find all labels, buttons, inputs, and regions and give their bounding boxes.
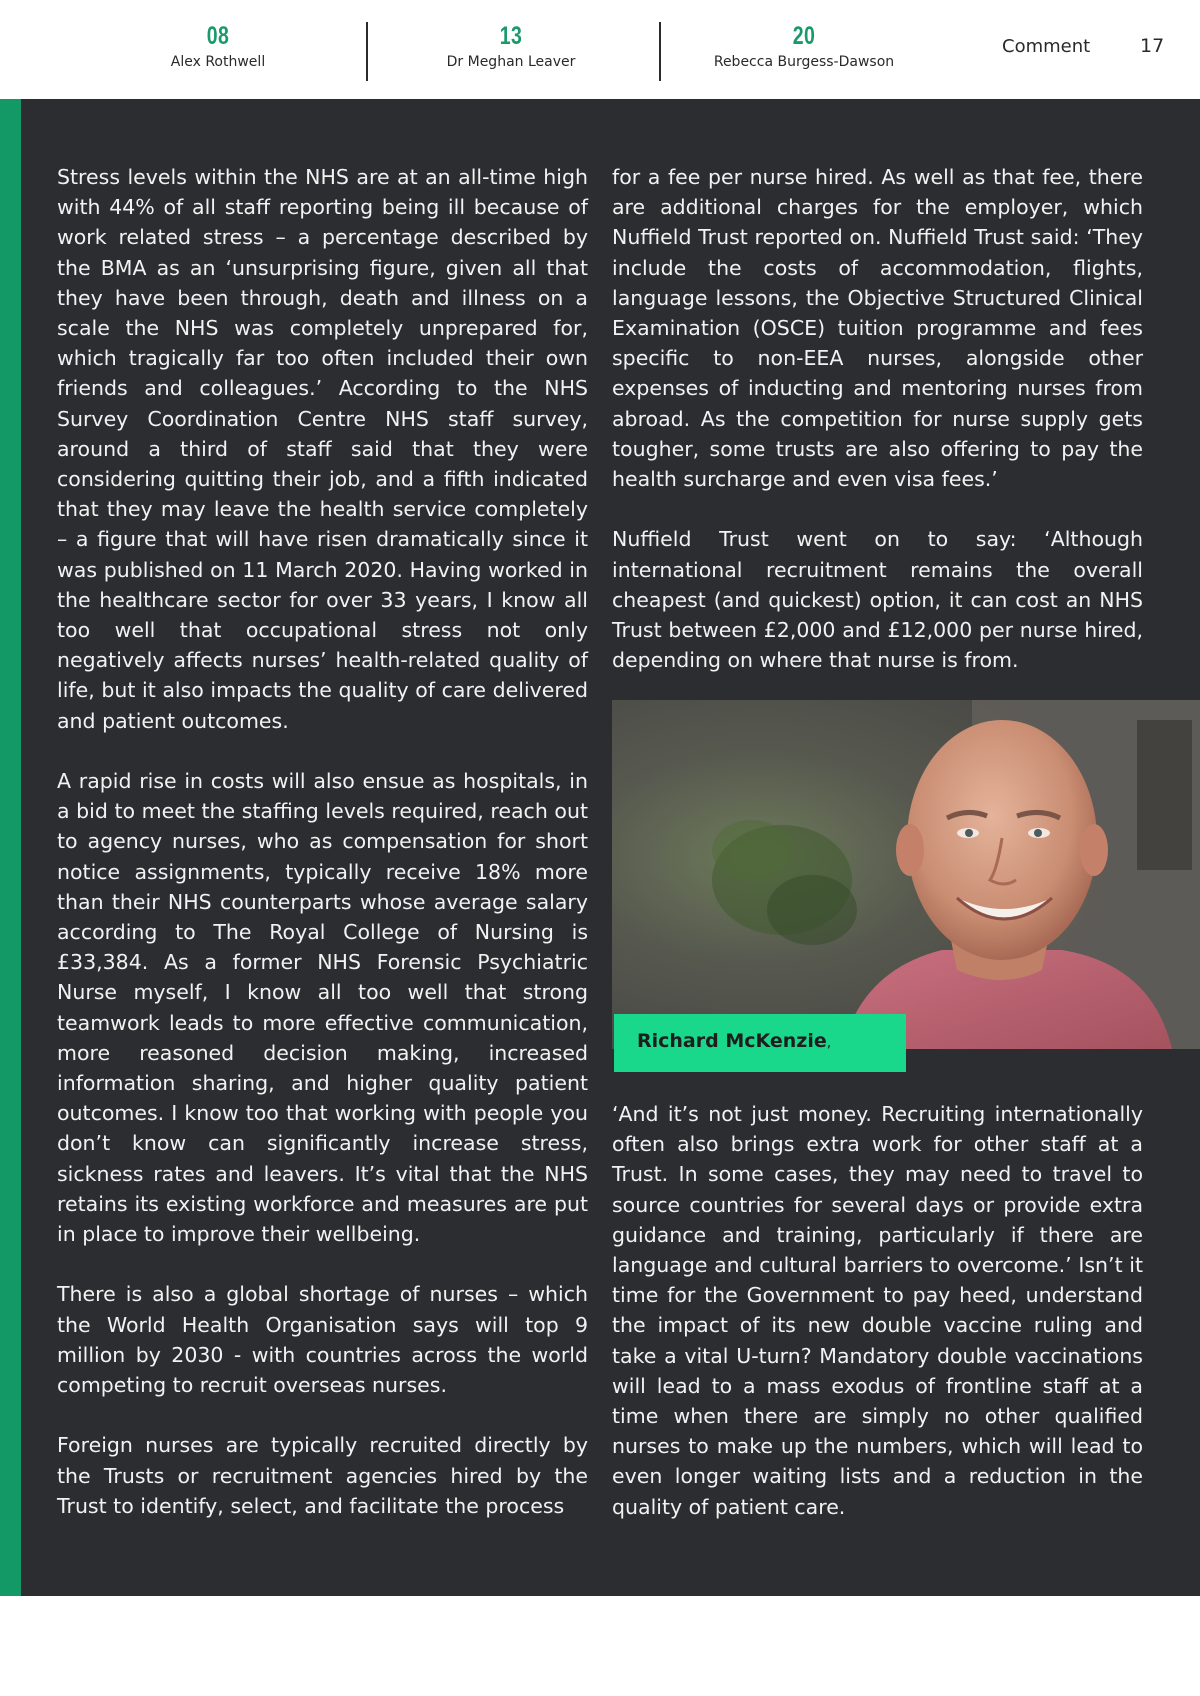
nav-page-number: 13 xyxy=(499,22,523,50)
nav-author-name: Rebecca Burgess-Dawson xyxy=(713,54,895,70)
accent-bar xyxy=(0,99,21,1596)
article-paragraph: ‘And it’s not just money. Recruiting internationally often also brings extra work for other staff at a Trust. In some cases, they may need to travel to source countries for several days or provide extra guidance and training, particularly if there are language and cultural barriers to overcome.’ Isn’t it time for the Government to pay heed, understand the impact of its new double vaccine ruling and take a vital U-turn? Mandatory double vaccinations will lead to a mass exodus of frontline staff at a time when there are simply no other qualified nurses to make up the numbers, which will lead to even longer waiting lists and a reduction in the quality of patient care. xyxy=(612,1102,1143,1519)
article-paragraph: Foreign nurses are typically recruited directly by the Trusts or recruitment agencies hired by the Trust to identify, select, and facilitate the process xyxy=(57,1433,588,1518)
nav-link-article-13[interactable] xyxy=(365,22,657,71)
nav-author-name: Alex Rothwell xyxy=(170,54,266,70)
article-right-column-bottom xyxy=(612,1099,1143,1522)
article-paragraph: There is also a global shortage of nurses – which the World Health Organisation says will top 9 million by 2030 - with countries across the world competing to recruit overseas nurses. xyxy=(57,1282,588,1398)
author-portrait-illustration xyxy=(612,700,1200,1049)
page-number: 17 xyxy=(1140,35,1165,57)
article-right-column-top xyxy=(612,162,1143,675)
nav-page-number: 20 xyxy=(792,22,816,50)
photo-caption xyxy=(614,1014,906,1072)
article-paragraph: Stress levels within the NHS are at an all-time high with 44% of all staff reporting being ill because of work related stress – a percentage described by the BMA as an ‘unsurprising figure, given all that they have been through, death and illness on a scale the NHS was completely unprepared for, which tragically far too often included their own friends and colleagues.’ According to the NHS Survey Coordination Centre NHS staff survey, around a third of staff said that they were considering quitting their job, and a fifth indicated that they may leave the health service completely – a figure that will have risen dramatically since it was published on 11 March 2020. Having worked in the healthcare sector for over 33 years, I know all too well that occupational stress not only negatively affects nurses’ health-related quality of life, but it also impacts the quality of care delivered and patient outcomes. xyxy=(57,165,588,733)
article-paragraph: A rapid rise in costs will also ensue as hospitals, in a bid to meet the staffing levels required, reach out to agency nurses, who as compensation for short notice assignments, typically receive 18% more than their NHS counterparts whose average salary according to The Royal College of Nursing is £33,384. As a former NHS Forensic Psychiatric Nurse myself, I know all too well that strong teamwork leads to more effective communication, more reasoned decision making, increased information sharing, and higher quality patient outcomes. I know too that working with people you don’t know can significantly increase stress, sickness rates and leavers. It’s vital that the NHS retains its existing workforce and measures are put in place to improve their wellbeing. xyxy=(57,769,588,1247)
nav-link-article-20[interactable] xyxy=(658,22,950,71)
author-photo xyxy=(612,700,1200,1049)
nav-link-article-08[interactable] xyxy=(72,22,364,71)
article-paragraph: Nuffield Trust went on to say: ‘Although international recruitment remains the overall cheapest (and quickest) option, it can cost an NHS Trust between £2,000 and £12,000 per nurse hired, depending on where that nurse is from. xyxy=(612,527,1143,673)
section-label: Comment xyxy=(1002,36,1091,57)
article-left-column xyxy=(57,162,588,1521)
article-paragraph: for a fee per nurse hired. As well as that fee, there are additional charges for the employer, which Nuffield Trust reported on. Nuffield Trust said: ‘They include the costs of accommodation, flights, language lessons, the Objective Structured Clinical Examination (OSCE) tuition programme and fees specific to non-EEA nurses, alongside other expenses of inducting and mentoring nurses from abroad. As the competition for nurse supply gets tougher, some trusts are also offering to pay the health surcharge and even visa fees.’ xyxy=(612,165,1143,492)
nav-author-name: Dr Meghan Leaver xyxy=(446,54,576,70)
caption-suffix: , xyxy=(826,1035,832,1051)
page-header xyxy=(0,0,1200,99)
caption-name: Richard McKenzie xyxy=(637,1030,827,1052)
nav-page-number: 08 xyxy=(206,22,230,50)
